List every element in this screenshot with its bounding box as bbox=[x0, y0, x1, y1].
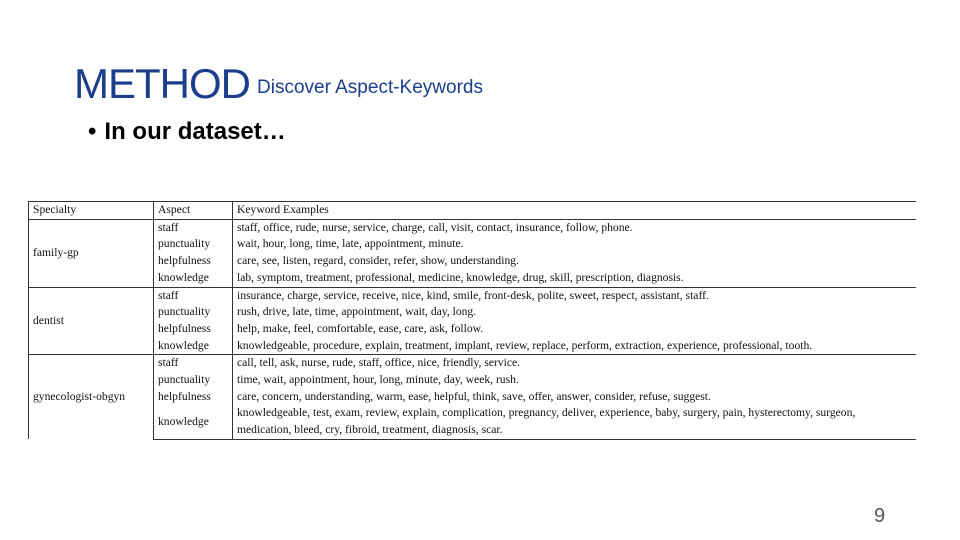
specialty-cell: family-gp bbox=[29, 219, 154, 287]
table-row bbox=[29, 219, 917, 236]
bullet-dot: • bbox=[88, 118, 97, 145]
keywords-table bbox=[28, 201, 916, 440]
slide-subtitle: Discover Aspect-Keywords bbox=[257, 77, 483, 98]
table-row bbox=[29, 405, 917, 439]
aspect-cell: helpfulness bbox=[154, 321, 233, 338]
aspect-cell: knowledge bbox=[154, 270, 233, 287]
bullet-text: In our dataset… bbox=[104, 118, 286, 145]
keywords-cell: call, tell, ask, nurse, rude, staff, office, nice, friendly, service. bbox=[233, 355, 917, 372]
keywords-cell: knowledgeable, test, exam, review, explain, complication, pregnancy, deliver, experience, baby, surgery, pain, hysterectomy, surgeon, medication, bleed, cry, fibroid, treatment, diagnosis, scar. bbox=[233, 405, 917, 439]
header-keyword-examples: Keyword Examples bbox=[233, 202, 917, 220]
aspect-keywords-table bbox=[28, 201, 916, 440]
aspect-cell: punctuality bbox=[154, 236, 233, 253]
header-specialty: Specialty bbox=[29, 202, 154, 220]
table-row bbox=[29, 287, 917, 304]
table-row bbox=[29, 372, 917, 389]
table-row bbox=[29, 253, 917, 270]
table-row bbox=[29, 389, 917, 406]
page-number: 9 bbox=[874, 505, 886, 527]
bullet-point bbox=[88, 118, 286, 146]
specialty-cell: gynecologist-obgyn bbox=[29, 355, 154, 440]
aspect-cell: staff bbox=[154, 219, 233, 236]
aspect-cell: punctuality bbox=[154, 304, 233, 321]
keywords-cell: rush, drive, late, time, appointment, wait, day, long. bbox=[237, 305, 477, 319]
aspect-cell: punctuality bbox=[154, 372, 233, 389]
keywords-cell: wait, hour, long, time, late, appointment, minute. bbox=[237, 237, 464, 251]
table-row bbox=[29, 355, 917, 372]
table-row bbox=[29, 270, 917, 287]
aspect-cell: staff bbox=[154, 287, 233, 304]
table-row bbox=[29, 236, 917, 253]
keywords-cell: time, wait, appointment, hour, long, minute, day, week, rush. bbox=[237, 373, 519, 387]
keywords-cell: lab, symptom, treatment, professional, medicine, knowledge, drug, skill, prescription, diagnosis. bbox=[237, 270, 684, 284]
table-header-row bbox=[29, 202, 917, 220]
table-row bbox=[29, 338, 917, 355]
aspect-cell: knowledge bbox=[154, 338, 233, 355]
keywords-cell: help, make, feel, comfortable, ease, care, ask, follow. bbox=[237, 321, 484, 335]
header-aspect: Aspect bbox=[154, 202, 233, 220]
table-row bbox=[29, 304, 917, 321]
keywords-cell: care, concern, understanding, warm, ease, helpful, think, save, offer, answer, consider, refuse, suggest. bbox=[237, 389, 711, 403]
specialty-cell: dentist bbox=[29, 287, 154, 355]
keywords-cell: care, see, listen, regard, consider, refer, show, understanding. bbox=[237, 254, 519, 268]
keywords-cell: insurance, charge, service, receive, nice, kind, smile, front-desk, polite, sweet, respect, assistant, staff. bbox=[233, 287, 917, 304]
keywords-cell: staff, office, rude, nurse, service, charge, call, visit, contact, insurance, follow, phone. bbox=[237, 220, 633, 234]
aspect-cell: helpfulness bbox=[154, 253, 233, 270]
keywords-cell: knowledgeable, procedure, explain, treatment, implant, review, replace, perform, extraction, experience, professional, tooth. bbox=[237, 338, 813, 352]
aspect-cell: helpfulness bbox=[154, 389, 233, 406]
aspect-cell: staff bbox=[154, 355, 233, 372]
aspect-cell: knowledge bbox=[154, 405, 233, 439]
table-row bbox=[29, 321, 917, 338]
slide-title: METHOD bbox=[74, 60, 250, 107]
